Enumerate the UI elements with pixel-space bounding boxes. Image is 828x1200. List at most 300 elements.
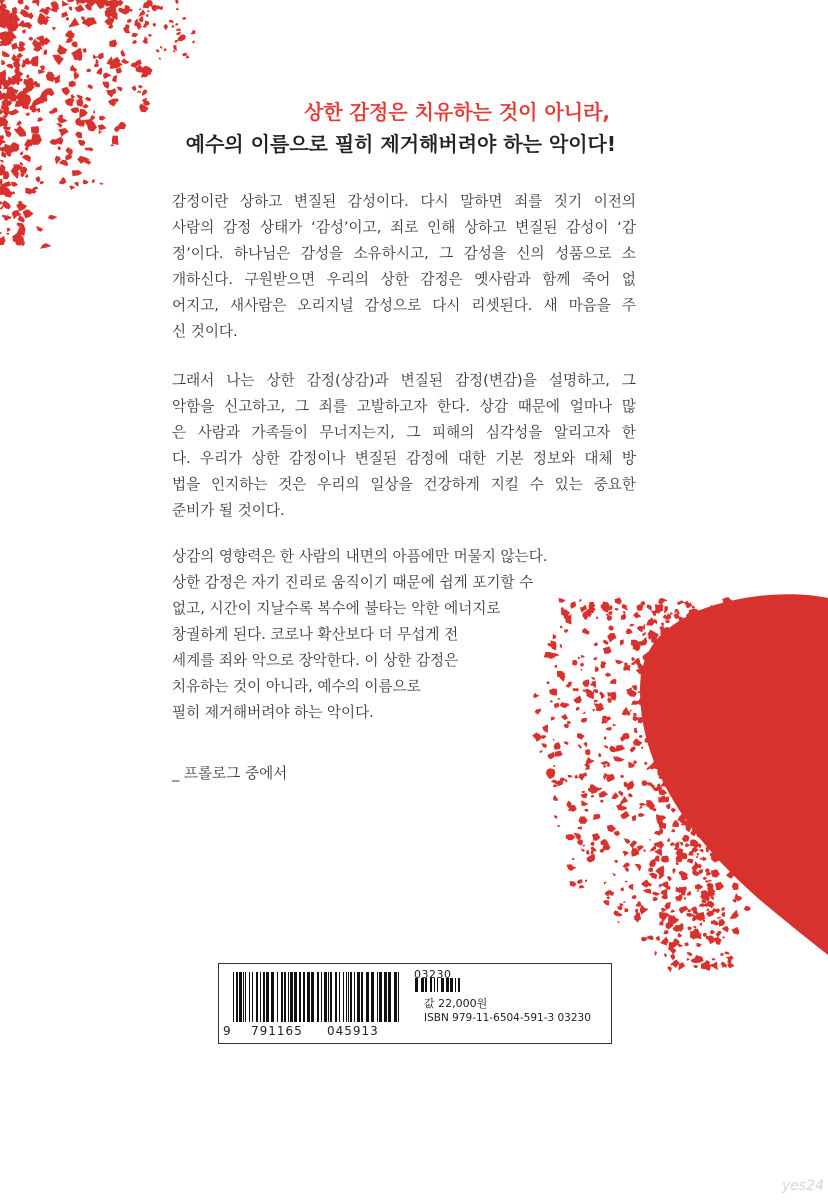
splatter-fleck bbox=[16, 121, 22, 126]
splatter-fleck bbox=[99, 183, 104, 185]
splatter-fleck bbox=[152, 23, 156, 27]
splatter-fleck bbox=[711, 869, 720, 877]
splatter-fleck bbox=[615, 860, 619, 863]
splatter-fleck bbox=[625, 908, 629, 912]
splatter-fleck bbox=[722, 907, 725, 911]
splatter-fleck bbox=[26, 74, 29, 78]
splatter-fleck bbox=[69, 185, 75, 190]
splatter-fleck bbox=[678, 944, 684, 947]
splatter-fleck bbox=[592, 833, 601, 841]
text-line: 치유하는 것이 아니라, 예수의 이름으로 bbox=[172, 678, 421, 695]
splatter-fleck bbox=[74, 182, 79, 187]
splatter-fleck bbox=[661, 622, 664, 625]
splatter-fleck bbox=[603, 900, 610, 906]
splatter-fleck bbox=[737, 896, 742, 902]
isbn-barcode-box bbox=[218, 963, 612, 1044]
barcode-bar bbox=[388, 972, 391, 1022]
splatter-fleck bbox=[139, 8, 142, 10]
barcode-addon-code: 03230 bbox=[414, 968, 452, 981]
splatter-fleck bbox=[717, 916, 722, 919]
text-line: 신 것이다. bbox=[172, 323, 238, 340]
splatter-fleck bbox=[74, 71, 80, 79]
splatter-fleck bbox=[176, 28, 181, 31]
splatter-fleck bbox=[94, 63, 99, 67]
splatter-fleck bbox=[540, 750, 543, 753]
splatter-fleck bbox=[609, 890, 614, 896]
splatter-fleck bbox=[624, 868, 629, 872]
splatter-fleck bbox=[626, 780, 634, 790]
splatter-fleck bbox=[20, 151, 24, 156]
barcode-bar bbox=[290, 972, 293, 1022]
splatter-fleck bbox=[611, 792, 619, 799]
text-line: 없고, 시간이 지날수록 복수에 불타는 악한 에너지로 bbox=[172, 600, 501, 617]
splatter-fleck bbox=[147, 10, 150, 12]
splatter-fleck bbox=[57, 44, 68, 55]
splatter-fleck bbox=[98, 124, 107, 130]
splatter-fleck bbox=[641, 747, 643, 750]
splatter-fleck bbox=[616, 745, 625, 752]
splatter-fleck bbox=[667, 966, 672, 972]
splatter-fleck bbox=[540, 735, 546, 739]
splatter-fleck bbox=[722, 965, 724, 967]
text-line: 악함을 신고하고, 그 죄를 고발하고자 한다. 상감 때문에 얼마나 많 bbox=[172, 398, 636, 415]
barcode-bar bbox=[245, 972, 246, 1022]
splatter-fleck bbox=[644, 761, 648, 765]
splatter-fleck bbox=[678, 932, 683, 937]
splatter-fleck bbox=[83, 179, 89, 184]
splatter-fleck bbox=[586, 757, 595, 764]
splatter-fleck bbox=[36, 226, 43, 232]
splatter-fleck bbox=[175, 23, 178, 25]
paragraph-1 bbox=[172, 189, 636, 345]
price-label: 값 22,000원 bbox=[424, 997, 488, 1010]
splatter-fleck bbox=[35, 176, 40, 183]
splatter-fleck bbox=[649, 839, 650, 841]
splatter-fleck bbox=[725, 633, 729, 639]
splatter-fleck bbox=[34, 0, 40, 7]
splatter-fleck bbox=[633, 912, 640, 919]
splatter-fleck bbox=[638, 813, 645, 817]
splatter-fleck bbox=[566, 864, 576, 871]
barcode-bar bbox=[354, 972, 355, 1022]
splatter-fleck bbox=[600, 800, 604, 803]
splatter-fleck bbox=[76, 98, 83, 107]
barcode-bar bbox=[377, 972, 378, 1022]
splatter-fleck bbox=[577, 733, 585, 740]
splatter-fleck bbox=[72, 170, 83, 176]
splatter-fleck bbox=[569, 881, 576, 887]
splatter-fleck bbox=[582, 845, 585, 847]
splatter-fleck bbox=[192, 41, 194, 44]
splatter-fleck bbox=[656, 841, 664, 849]
barcode-bar bbox=[307, 972, 310, 1022]
splatter-fleck bbox=[29, 37, 34, 41]
text-line: 은 사람과 가족들이 무너지는지, 그 피해의 심각성을 알리고자 한 bbox=[172, 424, 636, 441]
splatter-fleck bbox=[633, 761, 637, 765]
splatter-fleck bbox=[532, 733, 541, 742]
splatter-fleck bbox=[555, 751, 563, 757]
splatter-fleck bbox=[175, 0, 179, 4]
splatter-fleck bbox=[87, 84, 93, 89]
splatter-fleck bbox=[585, 879, 587, 882]
splatter-fleck bbox=[684, 897, 686, 899]
splatter-fleck bbox=[705, 880, 708, 883]
splatter-fleck bbox=[6, 64, 13, 69]
splatter-fleck bbox=[666, 803, 671, 809]
splatter-fleck bbox=[176, 8, 179, 11]
splatter-fleck bbox=[116, 67, 122, 73]
splatter-fleck bbox=[703, 877, 708, 880]
splatter-fleck bbox=[132, 40, 137, 44]
splatter-fleck bbox=[637, 626, 643, 633]
splatter-fleck bbox=[145, 14, 148, 17]
splatter-fleck bbox=[568, 775, 574, 778]
splatter-fleck bbox=[102, 82, 109, 90]
splatter-fleck bbox=[581, 848, 585, 852]
splatter-fleck bbox=[10, 170, 19, 179]
splatter-fleck bbox=[664, 606, 668, 614]
splatter-fleck bbox=[173, 50, 176, 52]
splatter-fleck bbox=[70, 65, 77, 73]
splatter-fleck bbox=[639, 803, 646, 806]
splatter-fleck bbox=[654, 951, 657, 956]
splatter-fleck bbox=[583, 742, 587, 748]
splatter-fleck bbox=[579, 772, 588, 781]
splatter-fleck bbox=[552, 739, 554, 741]
splatter-fleck bbox=[86, 69, 91, 73]
splatter-fleck bbox=[710, 896, 714, 899]
red-splatter-top-left bbox=[0, 0, 195, 249]
splatter-fleck bbox=[6, 233, 9, 235]
barcode-bar bbox=[350, 972, 352, 1022]
watermark: yes24 bbox=[781, 1178, 824, 1194]
splatter-fleck bbox=[692, 605, 695, 609]
splatter-fleck bbox=[604, 736, 607, 740]
splatter-fleck bbox=[163, 48, 167, 51]
barcode-bar bbox=[366, 972, 369, 1022]
barcode-bar bbox=[328, 972, 329, 1022]
splatter-fleck bbox=[684, 942, 689, 946]
splatter-fleck bbox=[35, 165, 42, 171]
splatter-fleck bbox=[44, 49, 48, 55]
splatter-fleck bbox=[160, 46, 162, 49]
splatter-fleck bbox=[117, 87, 123, 92]
splatter-fleck bbox=[637, 691, 640, 693]
splatter-fleck bbox=[671, 808, 676, 813]
splatter-fleck bbox=[719, 919, 726, 926]
splatter-fleck bbox=[2, 171, 9, 179]
splatter-fleck bbox=[686, 891, 691, 896]
splatter-fleck bbox=[693, 926, 696, 929]
splatter-fleck bbox=[48, 215, 57, 220]
splatter-fleck bbox=[120, 49, 125, 56]
barcode-bar bbox=[299, 972, 301, 1022]
splatter-fleck bbox=[182, 53, 188, 57]
splatter-fleck bbox=[642, 632, 646, 637]
splatter-fleck bbox=[159, 58, 161, 60]
splatter-fleck bbox=[722, 926, 729, 932]
splatter-fleck bbox=[699, 922, 702, 926]
splatter-fleck bbox=[577, 879, 583, 884]
splatter-fleck bbox=[618, 921, 620, 924]
splatter-fleck bbox=[744, 906, 751, 911]
splatter-fleck bbox=[607, 825, 616, 833]
splatter-fleck bbox=[52, 27, 56, 31]
barcode-bar bbox=[249, 972, 250, 1022]
splatter-fleck bbox=[699, 849, 704, 853]
barcode-bar bbox=[330, 972, 332, 1022]
splatter-fleck bbox=[131, 85, 136, 91]
splatter-fleck bbox=[622, 851, 629, 857]
splatter-fleck bbox=[656, 936, 660, 942]
splatter-fleck bbox=[56, 123, 62, 128]
splatter-fleck bbox=[577, 826, 582, 830]
splatter-fleck bbox=[632, 895, 637, 899]
splatter-fleck bbox=[92, 179, 95, 183]
splatter-fleck bbox=[93, 109, 95, 114]
splatter-fleck bbox=[579, 885, 585, 889]
splatter-fleck bbox=[609, 746, 617, 753]
splatter-fleck bbox=[635, 909, 638, 913]
splatter-fleck bbox=[65, 154, 72, 161]
barcode-bar bbox=[303, 972, 305, 1022]
splatter-fleck bbox=[564, 741, 569, 745]
splatter-fleck bbox=[685, 843, 690, 847]
barcode-bar bbox=[357, 972, 360, 1022]
splatter-fleck bbox=[554, 815, 558, 819]
splatter-fleck bbox=[676, 862, 679, 865]
splatter-fleck bbox=[135, 19, 139, 23]
splatter-fleck bbox=[705, 868, 710, 872]
splatter-fleck bbox=[722, 936, 725, 939]
splatter-fleck bbox=[619, 796, 628, 805]
splatter-fleck bbox=[141, 16, 144, 18]
splatter-fleck bbox=[11, 43, 18, 50]
splatter-fleck bbox=[674, 841, 679, 847]
barcode-digits-right: 045913 bbox=[327, 1024, 379, 1038]
splatter-fleck bbox=[0, 109, 4, 114]
splatter-fleck bbox=[617, 906, 623, 911]
text-line: 다. 우리가 상한 감정이나 변질된 감정에 대한 기본 정보와 대체 방 bbox=[172, 450, 636, 467]
splatter-fleck bbox=[679, 886, 687, 891]
splatter-fleck bbox=[5, 130, 12, 137]
splatter-fleck bbox=[93, 54, 98, 59]
splatter-fleck bbox=[99, 116, 106, 121]
splatter-fleck bbox=[663, 930, 668, 934]
splatter-fleck bbox=[579, 816, 588, 824]
barcode-bar bbox=[311, 972, 314, 1022]
splatter-fleck bbox=[68, 17, 80, 27]
splatter-fleck bbox=[0, 236, 5, 245]
text-line: 법을 인지하는 것은 우리의 일상을 건강하게 지킬 수 있는 중요한 bbox=[172, 476, 636, 493]
splatter-fleck bbox=[649, 858, 656, 867]
headline-line-2: 예수의 이름으로 필히 제거해버려야 하는 악이다! bbox=[185, 132, 616, 156]
splatter-fleck bbox=[104, 17, 114, 25]
splatter-fleck bbox=[620, 887, 623, 891]
splatter-fleck bbox=[682, 835, 690, 842]
splatter-fleck bbox=[25, 112, 29, 116]
splatter-fleck bbox=[89, 115, 95, 120]
splatter-fleck bbox=[677, 600, 685, 605]
barcode-bar bbox=[266, 972, 269, 1022]
splatter-fleck bbox=[697, 890, 699, 892]
splatter-fleck bbox=[11, 182, 18, 187]
splatter-fleck bbox=[24, 5, 29, 10]
splatter-fleck bbox=[127, 19, 132, 23]
splatter-fleck bbox=[0, 201, 2, 204]
splatter-fleck bbox=[59, 160, 68, 166]
splatter-fleck bbox=[648, 867, 653, 872]
barcode-bar bbox=[239, 972, 242, 1022]
splatter-fleck bbox=[72, 41, 78, 47]
splatter-fleck bbox=[711, 958, 715, 961]
barcode-bar bbox=[324, 972, 327, 1022]
splatter-fleck bbox=[680, 842, 684, 846]
splatter-fleck bbox=[70, 107, 79, 113]
splatter-fleck bbox=[95, 59, 99, 63]
splatter-fleck bbox=[678, 962, 685, 970]
splatter-fleck bbox=[721, 912, 725, 917]
text-line: 준비가 될 것이다. bbox=[172, 502, 285, 519]
barcode-bar bbox=[236, 972, 238, 1022]
text-line: 필히 제거해버려야 하는 악이다. bbox=[172, 704, 374, 721]
barcode-bar bbox=[335, 972, 337, 1022]
splatter-fleck bbox=[620, 811, 626, 819]
splatter-fleck bbox=[696, 856, 698, 858]
splatter-fleck bbox=[22, 155, 31, 163]
source-caption: _ 프롤로그 중에서 bbox=[172, 765, 288, 782]
splatter-fleck bbox=[131, 33, 138, 37]
barcode-bar bbox=[343, 972, 344, 1022]
splatter-fleck bbox=[560, 777, 567, 782]
splatter-fleck bbox=[620, 736, 626, 742]
splatter-fleck bbox=[578, 744, 581, 746]
splatter-fleck bbox=[172, 24, 175, 28]
barcode-bar bbox=[321, 972, 322, 1022]
splatter-fleck bbox=[693, 965, 698, 968]
splatter-fleck bbox=[139, 9, 146, 16]
splatter-fleck bbox=[636, 604, 643, 611]
splatter-fleck bbox=[581, 791, 585, 793]
splatter-fleck bbox=[639, 735, 643, 738]
splatter-fleck bbox=[31, 126, 39, 134]
splatter-fleck bbox=[696, 853, 699, 856]
splatter-fleck bbox=[672, 959, 680, 968]
splatter-fleck bbox=[69, 80, 75, 87]
splatter-fleck bbox=[40, 181, 45, 184]
splatter-fleck bbox=[61, 12, 68, 18]
splatter-fleck bbox=[664, 953, 667, 957]
splatter-fleck bbox=[66, 147, 73, 155]
barcode-bar bbox=[339, 972, 340, 1022]
paragraph-2 bbox=[172, 368, 636, 524]
splatter-fleck bbox=[599, 791, 608, 798]
splatter-fleck bbox=[730, 910, 739, 919]
barcode-bar bbox=[384, 972, 387, 1022]
text-line: 세계를 죄와 악으로 장악한다. 이 상한 감정은 bbox=[172, 652, 459, 669]
splatter-fleck bbox=[586, 850, 590, 855]
splatter-fleck bbox=[18, 215, 25, 223]
splatter-fleck bbox=[732, 882, 739, 890]
splatter-fleck bbox=[639, 806, 643, 809]
splatter-fleck bbox=[83, 104, 89, 109]
splatter-fleck bbox=[85, 3, 92, 11]
text-line: 정’이다. 하나님은 감성을 소유하시고, 그 감성을 신의 성품으로 소 bbox=[172, 245, 636, 262]
splatter-fleck bbox=[68, 6, 72, 11]
splatter-fleck bbox=[593, 814, 600, 820]
paragraph-3 bbox=[172, 544, 636, 726]
splatter-fleck bbox=[658, 598, 667, 605]
splatter-fleck bbox=[85, 147, 94, 151]
splatter-fleck bbox=[190, 30, 196, 34]
splatter-fleck bbox=[612, 873, 616, 876]
splatter-fleck bbox=[591, 850, 594, 854]
barcode-bar bbox=[233, 972, 234, 1022]
splatter-fleck bbox=[35, 36, 44, 42]
splatter-fleck bbox=[696, 943, 701, 947]
splatter-fleck bbox=[111, 144, 115, 146]
splatter-fleck bbox=[52, 55, 64, 65]
splatter-fleck bbox=[137, 90, 142, 93]
barcode-bar bbox=[379, 972, 382, 1022]
splatter-fleck bbox=[624, 838, 631, 844]
barcode-bar bbox=[317, 972, 319, 1022]
splatter-fleck bbox=[606, 896, 610, 899]
splatter-fleck bbox=[25, 174, 29, 178]
splatter-fleck bbox=[672, 868, 675, 874]
splatter-fleck bbox=[65, 98, 75, 106]
splatter-fleck bbox=[547, 752, 555, 760]
splatter-fleck bbox=[620, 775, 624, 778]
splatter-fleck bbox=[58, 128, 69, 137]
splatter-fleck bbox=[604, 882, 607, 885]
splatter-fleck bbox=[30, 56, 39, 67]
splatter-fleck bbox=[707, 908, 710, 911]
isbn-label: ISBN 979-11-6504-591-3 03230 bbox=[424, 1012, 591, 1024]
splatter-fleck bbox=[152, 5, 157, 12]
splatter-fleck bbox=[591, 795, 594, 798]
splatter-fleck bbox=[0, 117, 8, 126]
splatter-fleck bbox=[629, 840, 637, 848]
barcode-digits-left: 791165 bbox=[251, 1024, 303, 1038]
splatter-fleck bbox=[614, 831, 621, 837]
splatter-fleck bbox=[605, 890, 610, 896]
splatter-fleck bbox=[603, 765, 607, 768]
splatter-fleck bbox=[40, 243, 51, 249]
splatter-fleck bbox=[51, 1, 59, 10]
splatter-fleck bbox=[169, 20, 174, 23]
text-line: 사람의 감정 상태가 ‘감성’이고, 죄로 인해 상하고 변질된 감성이 ‘감 bbox=[172, 219, 636, 236]
splatter-fleck bbox=[112, 75, 117, 82]
text-line: 상한 감정은 자기 진리로 움직이기 때문에 쉽게 포기할 수 bbox=[172, 574, 534, 591]
splatter-fleck bbox=[670, 842, 675, 846]
splatter-fleck bbox=[708, 880, 712, 882]
splatter-fleck bbox=[578, 746, 582, 749]
splatter-fleck bbox=[660, 937, 669, 946]
text-line: 그래서 나는 상한 감정(상감)과 변질된 감정(변감)을 설명하고, 그 bbox=[172, 372, 636, 389]
splatter-fleck bbox=[621, 806, 627, 811]
barcode-bar bbox=[284, 972, 286, 1022]
splatter-fleck bbox=[103, 72, 112, 79]
splatter-fleck bbox=[551, 780, 558, 785]
splatter-fleck bbox=[6, 228, 11, 232]
splatter-fleck bbox=[553, 765, 556, 767]
splatter-fleck bbox=[667, 876, 672, 882]
splatter-fleck bbox=[664, 902, 671, 910]
splatter-fleck bbox=[557, 825, 560, 827]
barcode-bar bbox=[458, 978, 460, 992]
splatter-fleck bbox=[687, 952, 693, 956]
